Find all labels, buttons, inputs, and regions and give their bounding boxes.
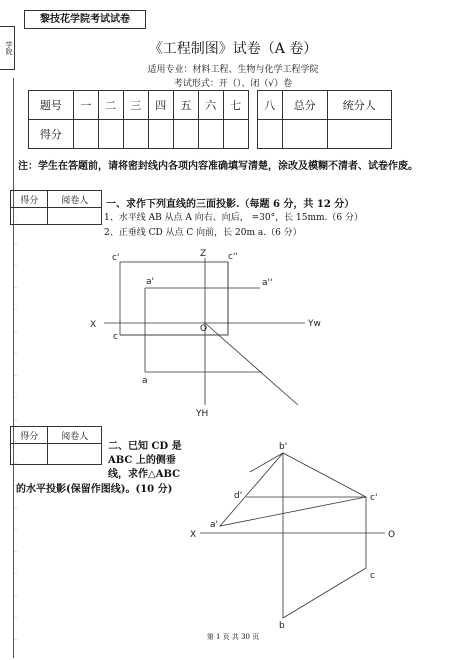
q1-item-2: 2、正垂线 CD 从点 C 向前，长 20m a.（6 分） — [104, 228, 302, 238]
grader-score-label: 得分 — [11, 427, 48, 444]
point-a-front-label: a' — [210, 520, 218, 530]
side-binding-tab: 学院 — [0, 26, 15, 70]
score-cell: 五 — [173, 91, 198, 120]
point-d-front-label: d' — [234, 491, 243, 501]
score-cell: 题号 — [29, 91, 74, 120]
point-c-front-label: c' — [112, 253, 120, 263]
score-cell: 七 — [223, 91, 248, 120]
q2-line-3: 线，求作△ABC — [108, 469, 181, 480]
q2-line-2: ABC 上的侧垂 — [108, 455, 176, 466]
q1-item-1: 1、水平线 AB 从点 A 向右、向后， =30°，长 15mm.（6 分） — [104, 213, 363, 223]
score-cell: 八 — [257, 91, 282, 120]
exam-format: 考试形式：开（）、闭（√）卷 — [173, 79, 293, 89]
score-cell: 四 — [148, 91, 173, 120]
point-b-top-label: b — [279, 621, 285, 631]
bc-top-line — [283, 568, 366, 618]
page-footer: 第 1 页 共 30 页 — [206, 633, 260, 641]
score-cell: 二 — [98, 91, 123, 120]
point-c-top-label: c — [113, 332, 118, 342]
grader-score-label: 得分 — [11, 191, 48, 208]
school-header: 黎技花学院考试试卷 — [24, 10, 146, 29]
grader-reviewer-label: 阅卷人 — [48, 191, 102, 208]
score-cell: 三 — [123, 91, 148, 120]
b-construction-line — [250, 453, 283, 472]
triangle-abc-front — [220, 453, 366, 526]
score-cell: 一 — [73, 91, 98, 120]
point-b-front-label: b' — [279, 442, 288, 452]
point-a-top-label: a — [142, 376, 148, 386]
score-row-label: 得分 — [29, 120, 74, 149]
q1-heading: 一、求作下列直线的三面投影.（每题 6 分，共 12 分） — [106, 199, 355, 210]
exam-notice: 注：学生在答题前，请将密封线内各项内容准确填写清楚，涂改及模糊不清者、试卷作废。 — [18, 161, 418, 172]
point-c-front-label: c' — [370, 493, 378, 503]
q2-line-1: 二、已知 CD 是 — [108, 441, 182, 452]
axis-x-label: X — [90, 320, 97, 330]
grader-reviewer-label: 阅卷人 — [48, 427, 102, 444]
seal-line-dots: . . . . . . . . . . . . . . . . . . . . — [15, 217, 17, 642]
point-a-front-label: a' — [146, 277, 154, 287]
score-cell: 总分 — [282, 91, 327, 120]
axis-z-label: Z — [200, 249, 207, 259]
q2-line-4: 的水平投影(保留作图线)。(10 分) — [16, 484, 173, 495]
q2-origin-label: O — [388, 530, 396, 540]
point-a-side-label: a'' — [262, 278, 273, 288]
point-c-top-label: c — [370, 571, 375, 581]
point-c-side-label: c'' — [228, 252, 238, 262]
origin-label: O — [200, 324, 208, 334]
score-cell: 统分人 — [327, 91, 392, 120]
axis-yw-label: Yw — [308, 319, 321, 329]
axis-yh-label: YH — [196, 409, 209, 419]
q2-axis-x-label: X — [190, 530, 197, 540]
applicable-majors: 适用专业：材料工程、生物与化学工程学院 — [147, 65, 319, 75]
score-cell: 六 — [198, 91, 223, 120]
exam-title: 《工程制图》试卷（A 卷） — [148, 41, 318, 57]
